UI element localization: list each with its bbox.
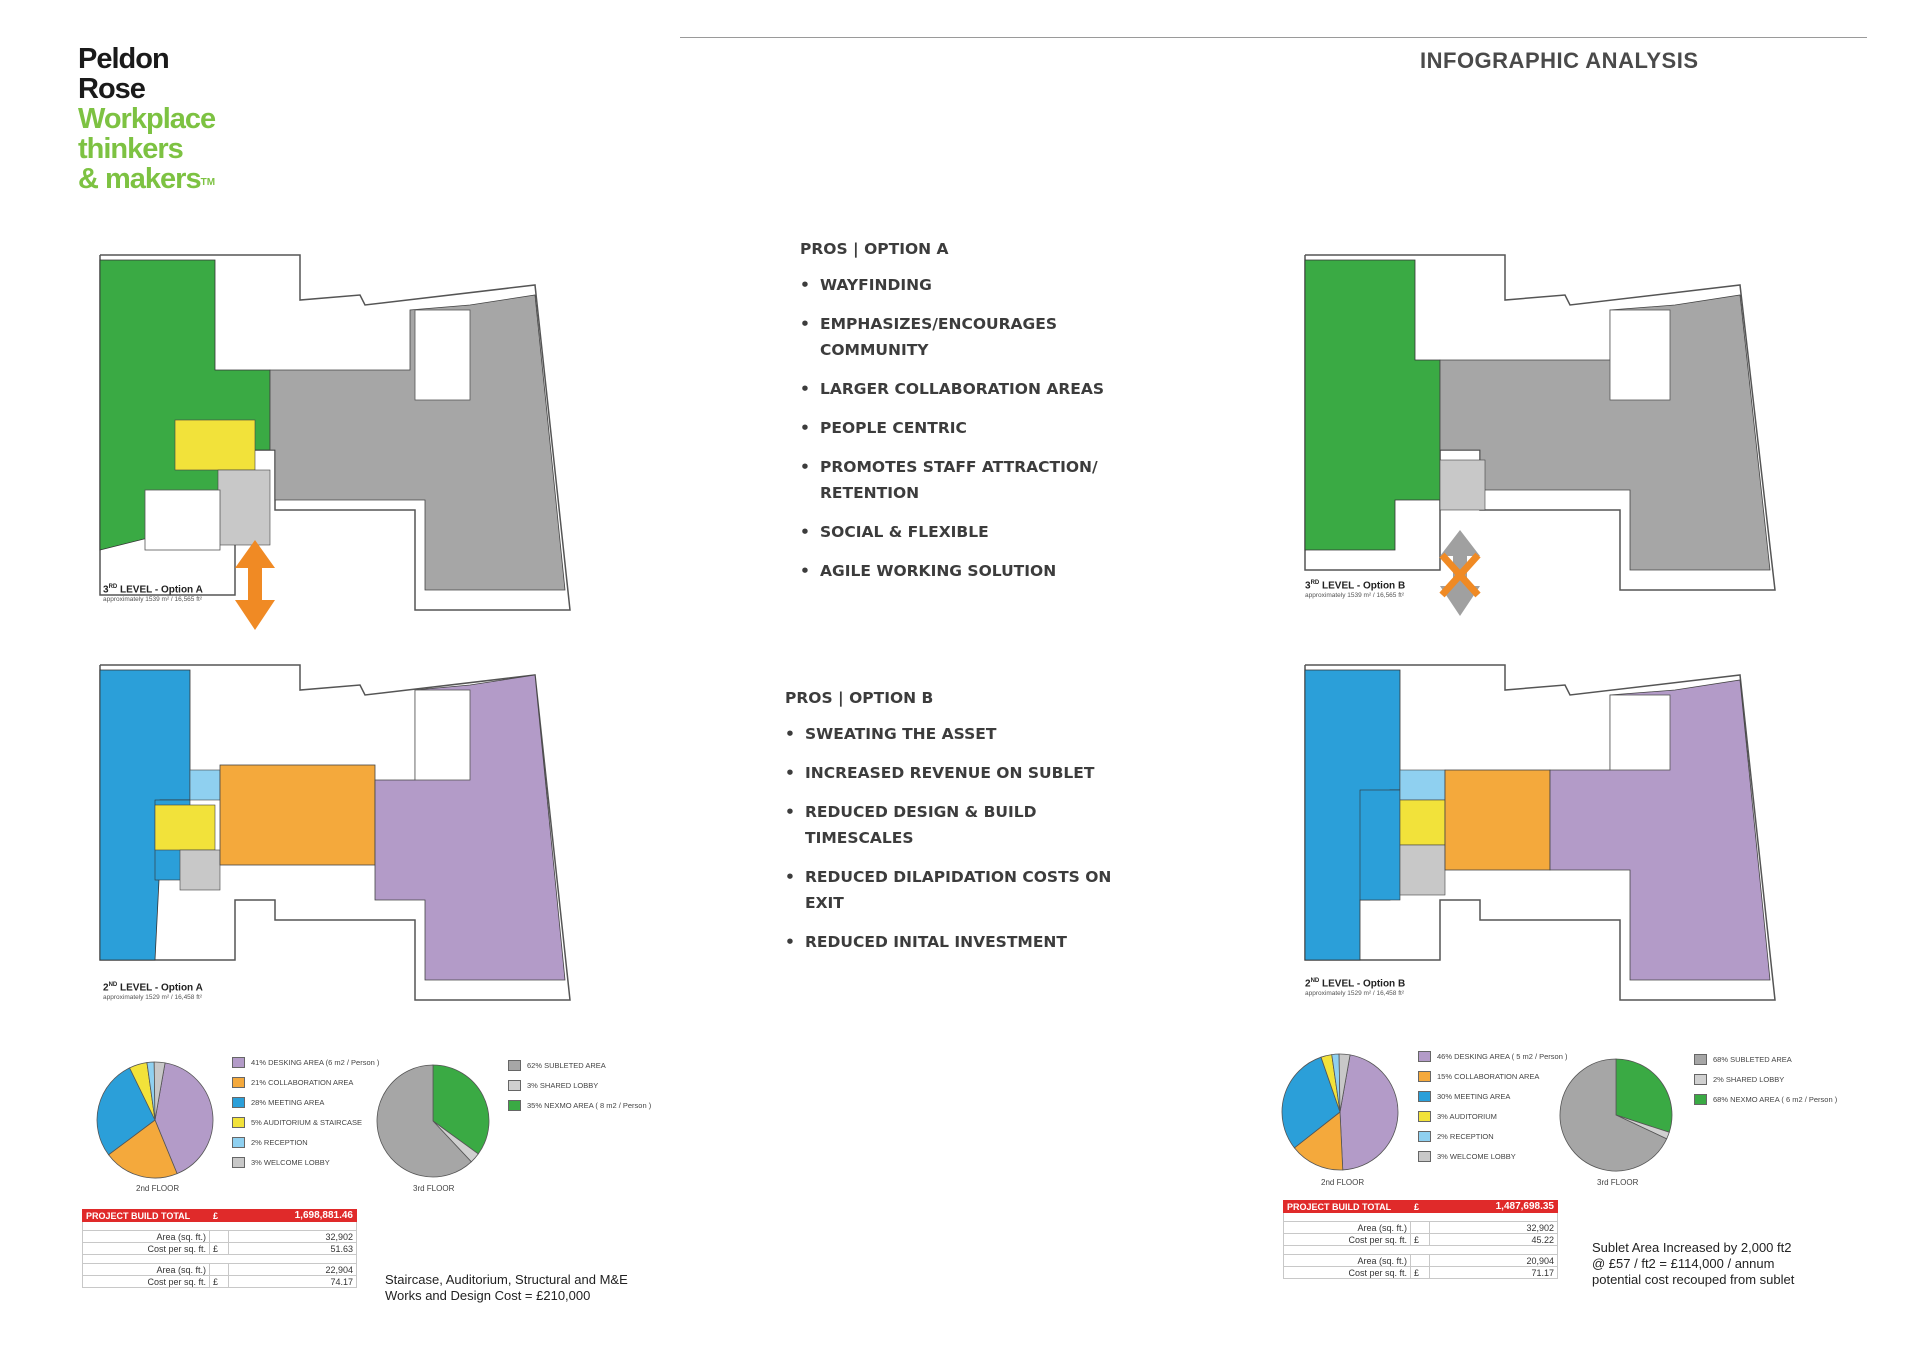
auditorium-zone [155, 805, 215, 850]
legend-swatch [1694, 1054, 1707, 1065]
total-currency: £ [210, 1210, 229, 1222]
plan-label-a2: 2ND LEVEL - Option A approximately 1529 m² / 16,458 ft² [103, 982, 203, 1002]
legend-label: 5% AUDITORIUM & STAIRCASE [251, 1117, 362, 1127]
legend-swatch [508, 1080, 521, 1091]
project-total-row [1284, 1201, 1558, 1213]
total-value: 1,698,881.46 [229, 1210, 357, 1222]
pie-b-3rd [1558, 1057, 1674, 1173]
welcome-lobby-zone [180, 850, 220, 890]
legend-swatch [1418, 1111, 1431, 1122]
lobby-zone [1440, 460, 1485, 510]
legend-label: 2% RECEPTION [251, 1137, 308, 1147]
subleted-area-zone [1440, 295, 1770, 570]
pie-caption: 2nd FLOOR [136, 1184, 180, 1193]
legend-a-2nd [232, 1052, 379, 1172]
crossed-arrow-icon [1440, 530, 1480, 616]
legend-swatch [1694, 1074, 1707, 1085]
legend-item [1418, 1106, 1567, 1126]
legend-label: 21% COLLABORATION AREA [251, 1077, 354, 1087]
legend-swatch [1418, 1071, 1431, 1082]
plan-3rd-level-option-b [1305, 255, 1775, 590]
table-row: Cost per sq. ft. £ 74.17 [83, 1276, 357, 1288]
cost-table-option-b [1283, 1200, 1558, 1279]
table-row: Area (sq. ft.) 22,904 [83, 1264, 357, 1276]
legend-item [508, 1075, 651, 1095]
page-title: INFOGRAPHIC ANALYSIS [1420, 48, 1699, 73]
legend-item [1418, 1126, 1567, 1146]
core-block [1610, 310, 1670, 400]
pie-caption: 3rd FLOOR [1597, 1178, 1639, 1187]
legend-label: 35% NEXMO AREA ( 8 m2 / Person ) [527, 1100, 652, 1110]
core-block [415, 310, 470, 400]
plan-2nd-level-option-a [100, 665, 570, 1000]
total-label: PROJECT BUILD TOTAL [83, 1210, 210, 1222]
legend-item [1418, 1046, 1567, 1066]
legend-b-2nd [1418, 1046, 1567, 1166]
pros-b-item: • REDUCED DESIGN & BUILD TIMESCALES [785, 799, 1075, 851]
total-label: PROJECT BUILD TOTAL [1284, 1201, 1411, 1213]
legend-label: 28% MEETING AREA [251, 1097, 325, 1107]
legend-swatch [1694, 1094, 1707, 1105]
plan-3rd-level-option-a [100, 255, 570, 610]
collaboration-area-zone [1445, 770, 1550, 870]
legend-swatch [232, 1117, 245, 1128]
logo-line: thinkers [78, 133, 183, 165]
pie-b-2nd [1280, 1052, 1400, 1172]
legend-swatch [508, 1060, 521, 1071]
nexmo-area-zone [1305, 260, 1440, 550]
core-block [145, 490, 220, 550]
logo-line: & makers [78, 163, 201, 195]
pie-caption: 2nd FLOOR [1321, 1178, 1365, 1187]
pros-a-title: PROS | OPTION A [800, 240, 949, 258]
legend-item [508, 1095, 651, 1115]
pros-b-item: • REDUCED DILAPIDATION COSTS ON EXIT [785, 864, 1125, 916]
pros-option-a [800, 240, 1130, 597]
legend-label: 62% SUBLETED AREA [527, 1060, 606, 1070]
legend-item [1694, 1069, 1837, 1089]
peldon-rose-logo [78, 44, 215, 194]
legend-label: 68% NEXMO AREA ( 6 m2 / Person ) [1713, 1094, 1838, 1104]
legend-label: 3% SHARED LOBBY [527, 1080, 599, 1090]
auditorium-zone [1400, 800, 1445, 845]
plan-2nd-level-option-b [1305, 665, 1775, 1000]
pros-b-item: • REDUCED INITAL INVESTMENT [785, 929, 1115, 955]
legend-item [232, 1112, 379, 1132]
legend-item [232, 1052, 379, 1072]
reception-zone [1400, 770, 1445, 800]
lobby-zone [218, 470, 270, 545]
pros-option-b [785, 689, 1125, 968]
pros-a-item: • LARGER COLLABORATION AREAS [800, 376, 1130, 402]
legend-item [232, 1092, 379, 1112]
legend-item [232, 1132, 379, 1152]
legend-label: 2% SHARED LOBBY [1713, 1074, 1785, 1084]
legend-label: 30% MEETING AREA [1437, 1091, 1511, 1101]
legend-item [1418, 1066, 1567, 1086]
legend-swatch [508, 1100, 521, 1111]
pros-b-title: PROS | OPTION B [785, 689, 934, 707]
logo-line: Rose [78, 73, 145, 105]
pros-b-item: • SWEATING THE ASSET [785, 721, 1115, 747]
reception-zone [190, 770, 220, 800]
legend-label: 2% RECEPTION [1437, 1131, 1494, 1141]
legend-label: 3% WELCOME LOBBY [1437, 1151, 1516, 1161]
note-option-a: Staircase, Auditorium, Structural and M&E Works and Design Cost = £210,000 [385, 1272, 628, 1303]
legend-item [232, 1072, 379, 1092]
legend-swatch [1418, 1131, 1431, 1142]
legend-item [1694, 1049, 1837, 1069]
legend-label: 3% WELCOME LOBBY [251, 1157, 330, 1167]
core-block [1610, 695, 1670, 770]
pros-a-item: • AGILE WORKING SOLUTION [800, 558, 1130, 584]
pie-slice-desking-area [1340, 1055, 1398, 1170]
auditorium-zone [175, 420, 255, 470]
pie-a-2nd [95, 1060, 215, 1180]
option-a-floor-plans [95, 250, 575, 1010]
cost-table-option-a [82, 1209, 357, 1288]
legend-swatch [232, 1057, 245, 1068]
legend-swatch [232, 1157, 245, 1168]
trademark: TM [200, 177, 216, 188]
collaboration-area-zone [220, 765, 375, 865]
header-rule [680, 37, 1867, 38]
note-option-b: Sublet Area Increased by 2,000 ft2 @ £57 / ft2 = £114,000 / annum potential cost recouped from sublet [1592, 1240, 1795, 1287]
pros-b-item: • INCREASED REVENUE ON SUBLET [785, 760, 1115, 786]
legend-swatch [1418, 1051, 1431, 1062]
legend-swatch [1418, 1091, 1431, 1102]
pros-a-item: • PROMOTES STAFF ATTRACTION/ RETENTION [800, 454, 1105, 506]
total-value: 1,487,698.35 [1430, 1201, 1558, 1213]
orange-double-arrow-icon [235, 540, 275, 630]
table-row: Area (sq. ft.) 32,902 [83, 1231, 357, 1243]
table-row: Area (sq. ft.) 20,904 [1284, 1255, 1558, 1267]
pros-a-item: • EMPHASIZES/ENCOURAGES COMMUNITY [800, 311, 1080, 363]
table-row: Area (sq. ft.) 32,902 [1284, 1222, 1558, 1234]
plan-label-b2: 2ND LEVEL - Option B approximately 1529 m² / 16,458 ft² [1305, 978, 1406, 998]
plan-label-a3: 3RD LEVEL - Option A approximately 1539 m² / 16,565 ft² [103, 584, 203, 604]
logo-line: Workplace [78, 103, 216, 135]
legend-label: 46% DESKING AREA ( 5 m2 / Person ) [1437, 1051, 1568, 1061]
legend-label: 68% SUBLETED AREA [1713, 1054, 1792, 1064]
core-block [415, 690, 470, 780]
legend-label: 41% DESKING AREA (6 m2 / Person ) [251, 1057, 380, 1067]
table-row: Cost per sq. ft. £ 45.22 [1284, 1234, 1558, 1246]
legend-item [1694, 1089, 1837, 1109]
table-row: Cost per sq. ft. £ 71.17 [1284, 1267, 1558, 1279]
legend-b-3rd [1694, 1049, 1837, 1109]
legend-swatch [232, 1077, 245, 1088]
table-row: Cost per sq. ft. £ 51.63 [83, 1243, 357, 1255]
legend-item [1418, 1086, 1567, 1106]
pros-a-item: • SOCIAL & FLEXIBLE [800, 519, 1130, 545]
legend-label: 3% AUDITORIUM [1437, 1111, 1497, 1121]
pie-a-3rd [375, 1063, 491, 1179]
logo-line: Peldon [78, 43, 169, 75]
project-total-row [83, 1210, 357, 1222]
welcome-lobby-zone [1400, 845, 1445, 895]
plan-label-b3: 3RD LEVEL - Option B approximately 1539 m² / 16,565 ft² [1305, 580, 1406, 600]
legend-item [1418, 1146, 1567, 1166]
legend-swatch [1418, 1151, 1431, 1162]
legend-item [232, 1152, 379, 1172]
total-currency: £ [1411, 1201, 1430, 1213]
legend-label: 15% COLLABORATION AREA [1437, 1071, 1540, 1081]
pros-a-item: • PEOPLE CENTRIC [800, 415, 1130, 441]
pros-a-item: • WAYFINDING [800, 272, 1130, 298]
legend-swatch [232, 1137, 245, 1148]
option-b-floor-plans [1300, 250, 1780, 1010]
pie-caption: 3rd FLOOR [413, 1184, 455, 1193]
legend-a-3rd [508, 1055, 651, 1115]
legend-swatch [232, 1097, 245, 1108]
legend-item [508, 1055, 651, 1075]
